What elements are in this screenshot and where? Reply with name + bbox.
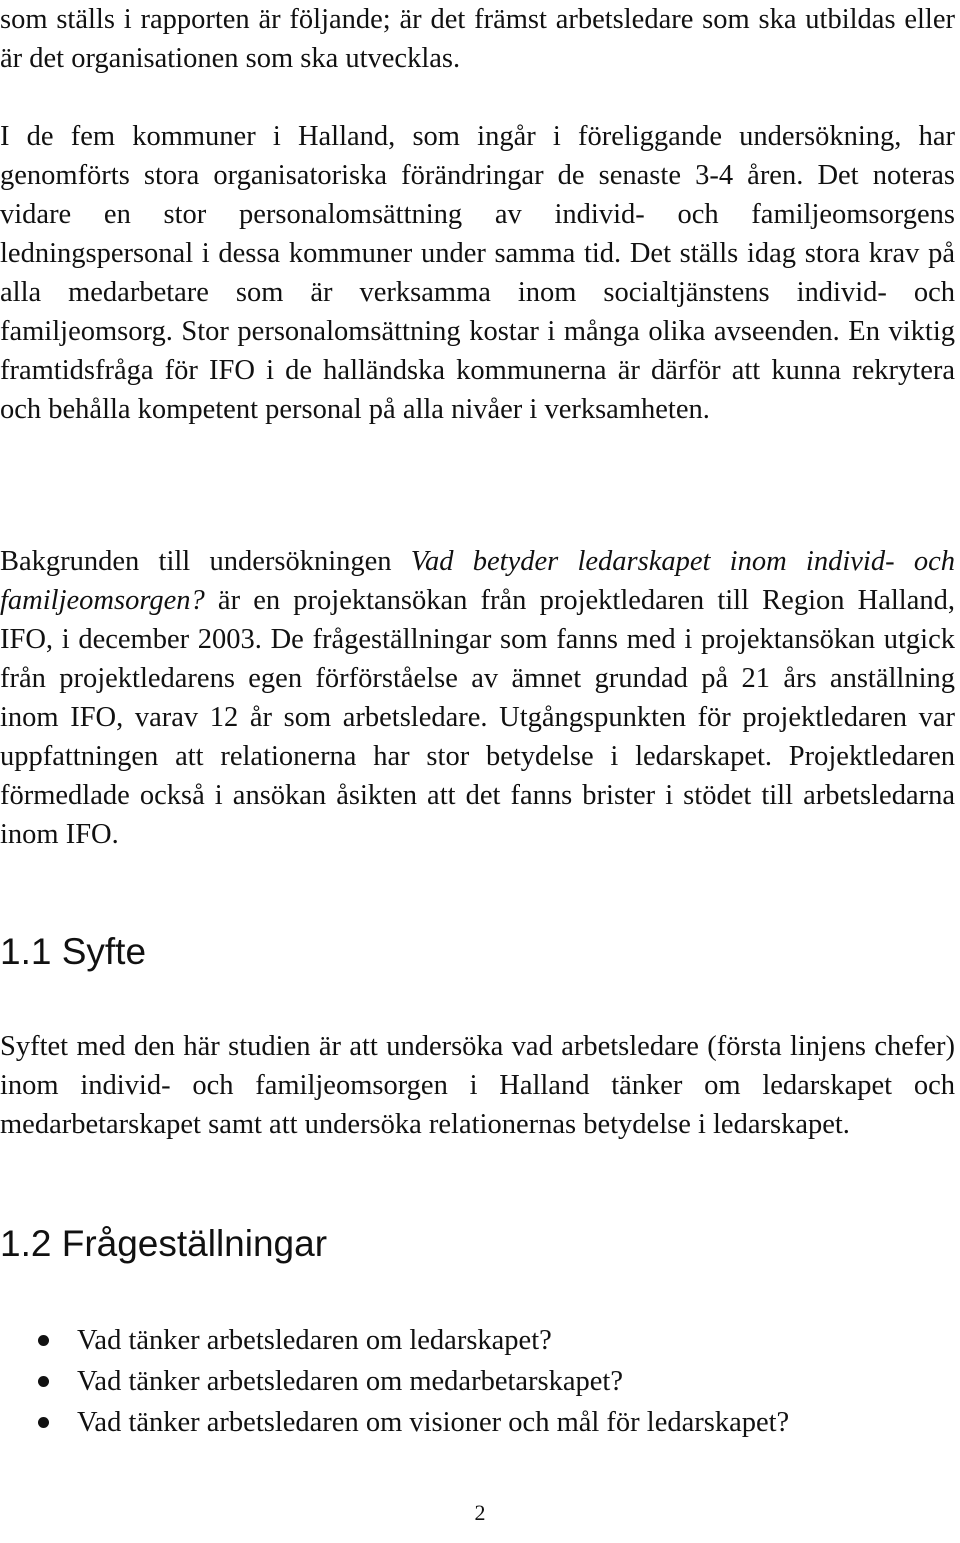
background-lead: Bakgrunden till undersökningen	[0, 546, 411, 577]
study-title-italic: Vad betyder ledarskapet inom individ- och familjeomsorgen?	[0, 546, 955, 616]
heading-syfte: 1.1 Syfte	[0, 931, 147, 972]
list-item	[0, 1402, 955, 1443]
background-rest: är en projektansökan från projektledaren till Region Halland, IFO, i december 2003. De frågeställningar som fanns med i projektansökan utgick från projektledarens egen förförståelse av ämnet grundad på 21 års anställning inom IFO, varav 12 år som arbetsledare. Utgångspunkten för projektledaren var uppfattningen att relationerna har stor betydelse i ledarskapet. Projektledaren förmedlade också i ansökan åsikten att det fanns brister i stödet till arbetsledarna inom IFO.	[0, 585, 955, 850]
bullet-icon	[38, 1376, 49, 1387]
heading-fragestallningar: 1.2 Frågeställningar	[0, 1223, 328, 1264]
list-item-text: Vad tänker arbetsledaren om medarbetarskapet?	[77, 1366, 623, 1397]
syfte-paragraph: Syftet med den här studien är att undersöka vad arbetsledare (första linjens chefer) inom individ- och familjeomsorgen i Halland tänker om ledarskapet och medarbetarskapet samt att undersöka relationernas betydelse i ledarskapet.	[0, 1031, 955, 1140]
list-item-text: Vad tänker arbetsledaren om ledarskapet?	[77, 1325, 552, 1356]
question-list	[0, 1320, 955, 1443]
list-item	[0, 1320, 955, 1361]
intro-paragraph: som ställs i rapporten är följande; är det främst arbetsledare som ska utbildas eller är det organisationen som ska utvecklas.	[0, 4, 955, 74]
list-item	[0, 1361, 955, 1402]
background-paragraph	[0, 542, 955, 854]
bullet-icon	[38, 1417, 49, 1428]
list-item-text: Vad tänker arbetsledaren om visioner och mål för ledarskapet?	[77, 1407, 790, 1438]
halland-paragraph: I de fem kommuner i Halland, som ingår i föreliggande undersökning, har genomförts stora organisatoriska förändringar de senaste 3-4 åren. Det noteras vidare en stor personalomsättning av individ- och familjeomsorgens ledningspersonal i dessa kommuner under samma tid. Det ställs idag stora krav på alla medarbetare som är verksamma inom socialtjänstens individ- och familjeomsorg. Stor personalomsättning kostar i många olika avseenden. En viktig framtidsfråga för IFO i de halländska kommunerna är därför att kunna rekrytera och behålla kompetent personal på alla nivåer i verksamheten.	[0, 121, 955, 425]
page-number: 2	[474, 1500, 486, 1525]
bullet-icon	[38, 1335, 49, 1346]
